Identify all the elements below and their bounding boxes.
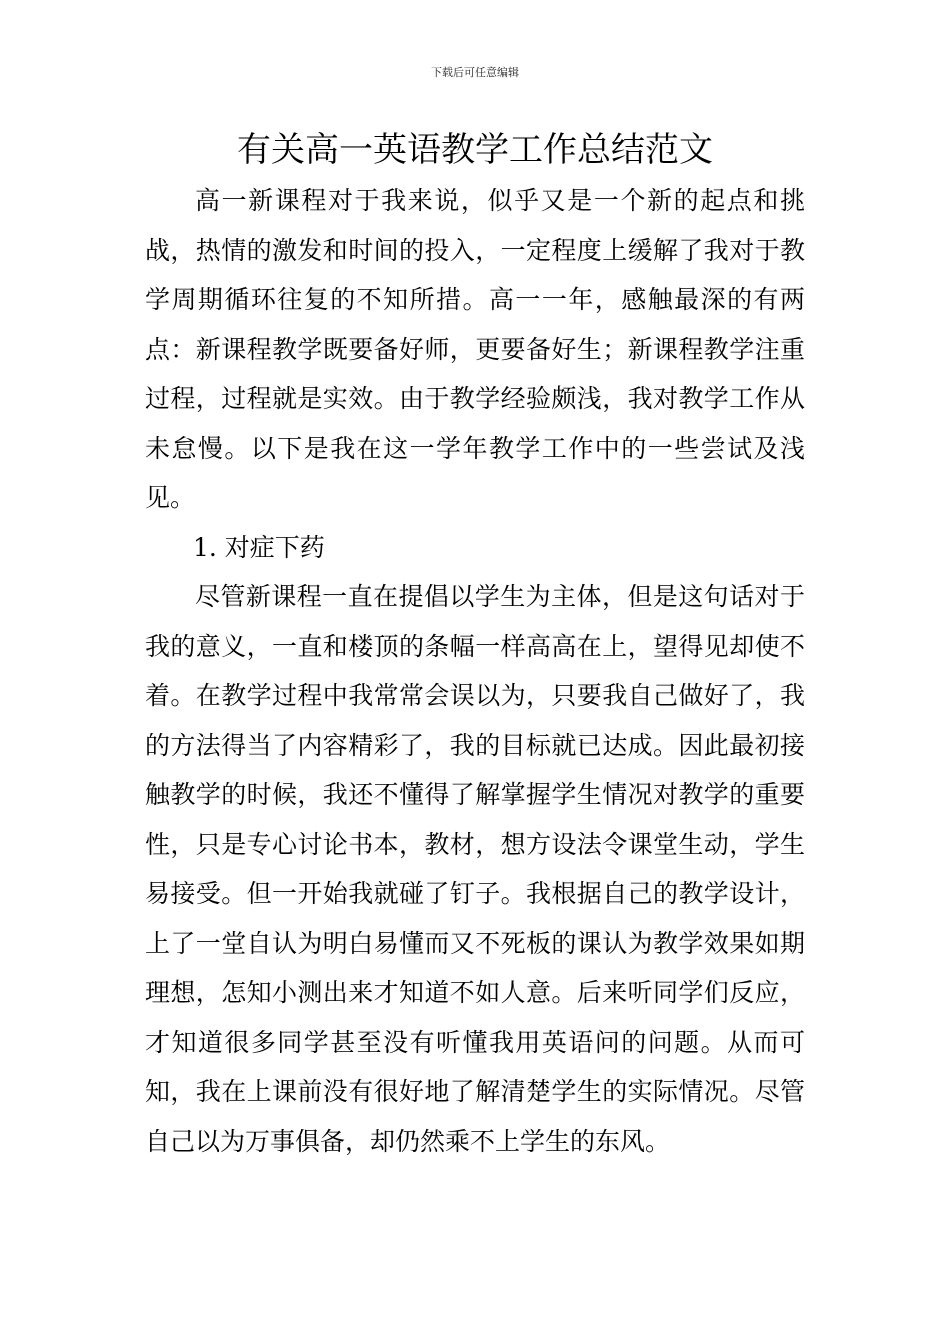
page-header-note: 下载后可任意编辑 bbox=[431, 66, 519, 79]
section-paragraph: 尽管新课程一直在提倡以学生为主体，但是这句话对于我的意义，一直和楼顶的条幅一样高高在上，望得见却使不着。在教学过程中我常常会误以为，只要我自己做好了，我的方法得当了内容精彩了，我的目标就已达成。因此最初接触教学的时候，我还不懂得了解掌握学生情况对教学的重要性，只是专心讨论书本，教材，想方设法令课堂生动，学生易接受。但一开始我就碰了钉子。我根据自己的教学设计，上了一堂自认为明白易懂而又不死板的课认为教学效果如期理想，怎知小测出来才知道不如人意。后来听同学们反应，才知道很多同学甚至没有听懂我用英语问的问题。从而可知，我在上课前没有很好地了解清楚学生的实际情况。尽管自己以为万事俱备，却仍然乘不上学生的东风。 bbox=[145, 582, 805, 1156]
intro-paragraph: 高一新课程对于我来说，似乎又是一个新的起点和挑战，热情的激发和时间的投入，一定程度上缓解了我对于教学周期循环往复的不知所措。高一一年，感触最深的有两点：新课程教学既要备好师，更要备好生；新课程教学注重过程，过程就是实效。由于教学经验颇浅，我对教学工作从未怠慢。以下是我在这一学年教学工作中的一些尝试及浅见。 bbox=[145, 186, 805, 512]
section-heading: 1. 对症下药 bbox=[193, 532, 325, 562]
document-title: 有关高一英语教学工作总结范文 bbox=[237, 130, 713, 170]
document-body bbox=[145, 176, 805, 1166]
